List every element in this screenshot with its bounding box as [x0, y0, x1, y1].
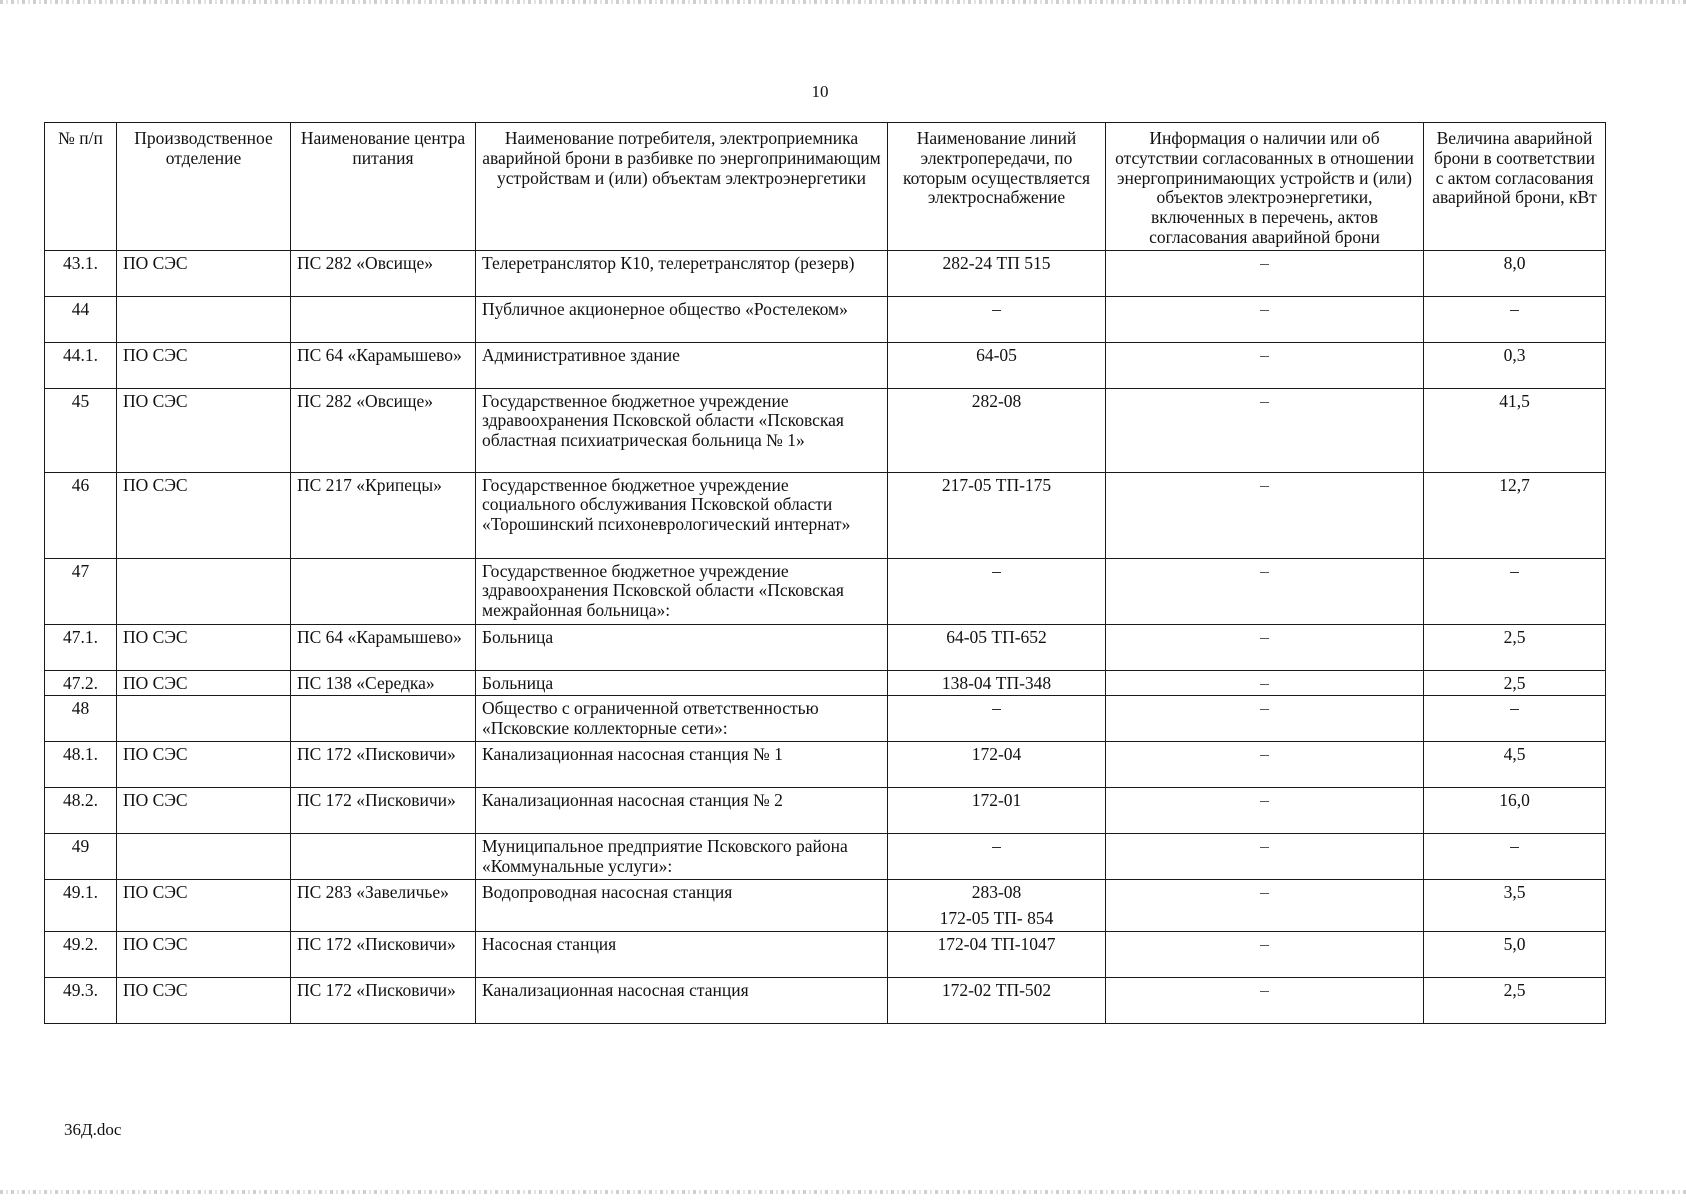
row-power-center: ПС 283 «Завеличье»: [291, 879, 476, 931]
row-reserve-value: 12,7: [1424, 472, 1606, 558]
table-row: [45, 388, 1606, 472]
header-agreement-info: Информация о наличии или об отсутствии согласованных в отношении энергопринимающих устройств и (или) объектов электроэнергетики, включенных в перечень, актов согласования аварийной брони: [1106, 123, 1424, 251]
row-power-center: ПС 172 «Писковичи»: [291, 977, 476, 1023]
row-power-line: [888, 787, 1106, 833]
row-power-line-primary: 283-08: [971, 881, 1022, 902]
row-power-center: [291, 558, 476, 624]
header-consumer: Наименование потребителя, электроприемника аварийной брони в разбивке по энергопринимающим устройствам и (или) объектам электроэнергетики: [476, 123, 888, 251]
row-department: ПО СЭС: [117, 741, 291, 787]
table-row: [45, 296, 1606, 342]
emergency-reserve-table: [44, 122, 1606, 1024]
row-agreement-info: –: [1106, 977, 1424, 1023]
row-agreement-info: –: [1106, 931, 1424, 977]
row-power-line: [888, 833, 1106, 879]
row-consumer: Телеретранслятор К10, телеретранслятор (резерв): [476, 250, 888, 296]
row-reserve-value: –: [1424, 696, 1606, 742]
row-power-line: [888, 741, 1106, 787]
row-department: ПО СЭС: [117, 879, 291, 931]
row-consumer: Муниципальное предприятие Псковского района «Коммунальные услуги»:: [476, 833, 888, 879]
row-power-line: [888, 388, 1106, 472]
table-row: [45, 833, 1606, 879]
row-power-center: ПС 282 «Овсище»: [291, 250, 476, 296]
row-consumer: Государственное бюджетное учреждение здравоохранения Псковской области «Псковская межрайонная больница»:: [476, 558, 888, 624]
row-power-center: ПС 172 «Писковичи»: [291, 741, 476, 787]
row-reserve-value: 0,3: [1424, 342, 1606, 388]
row-agreement-info: –: [1106, 388, 1424, 472]
row-number: 48.2.: [45, 787, 117, 833]
row-reserve-value: 4,5: [1424, 741, 1606, 787]
row-power-center: ПС 138 «Середка»: [291, 670, 476, 696]
row-agreement-info: –: [1106, 741, 1424, 787]
row-number: 47.1.: [45, 624, 117, 670]
row-agreement-info: –: [1106, 879, 1424, 931]
row-reserve-value: 41,5: [1424, 388, 1606, 472]
row-number: 44.1.: [45, 342, 117, 388]
row-reserve-value: 2,5: [1424, 977, 1606, 1023]
row-department: [117, 558, 291, 624]
table-row: [45, 670, 1606, 696]
table-row: [45, 250, 1606, 296]
row-department: [117, 296, 291, 342]
row-consumer: Государственное бюджетное учреждение социального обслуживания Псковской области «Торошинский психоневрологический интернат»: [476, 472, 888, 558]
row-power-line: [888, 670, 1106, 696]
row-power-line: [888, 342, 1106, 388]
row-reserve-value: –: [1424, 833, 1606, 879]
row-power-center: ПС 64 «Карамышево»: [291, 342, 476, 388]
table-body: [45, 250, 1606, 1023]
row-power-line: [888, 879, 1106, 931]
row-agreement-info: –: [1106, 670, 1424, 696]
table-row: [45, 787, 1606, 833]
row-power-line: [888, 624, 1106, 670]
header-power-center: Наименование центра питания: [291, 123, 476, 251]
table-row: [45, 931, 1606, 977]
row-consumer: Канализационная насосная станция № 1: [476, 741, 888, 787]
row-power-line: [888, 558, 1106, 624]
row-power-line: [888, 696, 1106, 742]
row-reserve-value: 2,5: [1424, 624, 1606, 670]
row-power-center: ПС 64 «Карамышево»: [291, 624, 476, 670]
table-row: [45, 624, 1606, 670]
row-consumer: Публичное акционерное общество «Ростелеком»: [476, 296, 888, 342]
row-power-center: ПС 217 «Крипецы»: [291, 472, 476, 558]
row-number: 48: [45, 696, 117, 742]
row-reserve-value: 5,0: [1424, 931, 1606, 977]
row-number: 43.1.: [45, 250, 117, 296]
row-reserve-value: 3,5: [1424, 879, 1606, 931]
row-consumer: Больница: [476, 670, 888, 696]
footer-filename: 36Д.doc: [64, 1120, 122, 1139]
row-power-line-primary: –: [992, 835, 1001, 856]
row-power-line-primary: 172-02 ТП-502: [941, 979, 1052, 1000]
row-power-line-secondary: 172-05 ТП- 854: [939, 907, 1054, 928]
row-power-line-primary: –: [992, 698, 1001, 719]
row-department: ПО СЭС: [117, 787, 291, 833]
row-power-center: [291, 296, 476, 342]
row-power-line-primary: 217-05 ТП-175: [941, 474, 1052, 495]
row-power-center: ПС 172 «Писковичи»: [291, 787, 476, 833]
row-power-line: [888, 931, 1106, 977]
row-number: 47.2.: [45, 670, 117, 696]
row-department: ПО СЭС: [117, 624, 291, 670]
row-power-center: ПС 172 «Писковичи»: [291, 931, 476, 977]
row-number: 44: [45, 296, 117, 342]
row-agreement-info: –: [1106, 833, 1424, 879]
row-power-center: [291, 696, 476, 742]
row-department: ПО СЭС: [117, 977, 291, 1023]
row-department: ПО СЭС: [117, 250, 291, 296]
row-reserve-value: –: [1424, 558, 1606, 624]
row-number: 49.2.: [45, 931, 117, 977]
row-number: 49.3.: [45, 977, 117, 1023]
row-number: 48.1.: [45, 741, 117, 787]
table-row: [45, 977, 1606, 1023]
row-agreement-info: –: [1106, 250, 1424, 296]
row-department: [117, 696, 291, 742]
row-power-line: [888, 977, 1106, 1023]
table-row: [45, 741, 1606, 787]
row-number: 49: [45, 833, 117, 879]
row-number: 47: [45, 558, 117, 624]
header-reserve-value: Величина аварийной брони в соответствии с актом согласования аварийной брони, кВт: [1424, 123, 1606, 251]
row-consumer: Общество с ограниченной ответственностью «Псковские коллекторные сети»:: [476, 696, 888, 742]
row-department: ПО СЭС: [117, 931, 291, 977]
row-consumer: Канализационная насосная станция № 2: [476, 787, 888, 833]
row-power-line: [888, 296, 1106, 342]
row-agreement-info: –: [1106, 696, 1424, 742]
row-number: 45: [45, 388, 117, 472]
table-row: [45, 342, 1606, 388]
row-power-line-primary: 172-04 ТП-1047: [937, 933, 1056, 954]
page-number: 10: [811, 82, 829, 101]
table-row: [45, 879, 1606, 931]
row-power-center: [291, 833, 476, 879]
header-department: Производственное отделение: [117, 123, 291, 251]
row-power-line-primary: 138-04 ТП-348: [941, 672, 1052, 693]
row-number: 46: [45, 472, 117, 558]
scan-edge-top: [0, 0, 1686, 4]
row-reserve-value: 16,0: [1424, 787, 1606, 833]
row-department: [117, 833, 291, 879]
row-agreement-info: –: [1106, 787, 1424, 833]
row-agreement-info: –: [1106, 472, 1424, 558]
row-department: ПО СЭС: [117, 472, 291, 558]
table-row: [45, 472, 1606, 558]
row-consumer: Канализационная насосная станция: [476, 977, 888, 1023]
table-row: [45, 696, 1606, 742]
row-power-line: [888, 472, 1106, 558]
row-number: 49.1.: [45, 879, 117, 931]
row-department: ПО СЭС: [117, 388, 291, 472]
row-department: ПО СЭС: [117, 670, 291, 696]
header-num: № п/п: [45, 123, 117, 251]
row-power-line-primary: 172-01: [971, 789, 1022, 810]
scan-edge-bottom: [0, 1190, 1686, 1194]
row-consumer: Водопроводная насосная станция: [476, 879, 888, 931]
row-power-line: [888, 250, 1106, 296]
row-agreement-info: –: [1106, 624, 1424, 670]
row-power-line-primary: 64-05 ТП-652: [946, 626, 1047, 647]
row-agreement-info: –: [1106, 296, 1424, 342]
row-power-center: ПС 282 «Овсище»: [291, 388, 476, 472]
row-department: ПО СЭС: [117, 342, 291, 388]
row-agreement-info: –: [1106, 342, 1424, 388]
row-reserve-value: –: [1424, 296, 1606, 342]
row-consumer: Больница: [476, 624, 888, 670]
row-consumer: Административное здание: [476, 342, 888, 388]
table-header-row: [45, 123, 1606, 251]
row-power-line-primary: 282-24 ТП 515: [942, 252, 1051, 273]
row-consumer: Государственное бюджетное учреждение здравоохранения Псковской области «Псковская областная психиатрическая больница № 1»: [476, 388, 888, 472]
row-consumer: Насосная станция: [476, 931, 888, 977]
table-row: [45, 558, 1606, 624]
row-reserve-value: 8,0: [1424, 250, 1606, 296]
row-power-line-primary: 172-04: [971, 743, 1022, 764]
row-power-line-primary: –: [992, 560, 1001, 581]
row-power-line-primary: 64-05: [976, 344, 1017, 365]
row-agreement-info: –: [1106, 558, 1424, 624]
row-power-line-primary: 282-08: [971, 390, 1022, 411]
row-reserve-value: 2,5: [1424, 670, 1606, 696]
header-power-lines: Наименование линий электропередачи, по которым осуществляется электроснабжение: [888, 123, 1106, 251]
row-power-line-primary: –: [992, 298, 1001, 319]
